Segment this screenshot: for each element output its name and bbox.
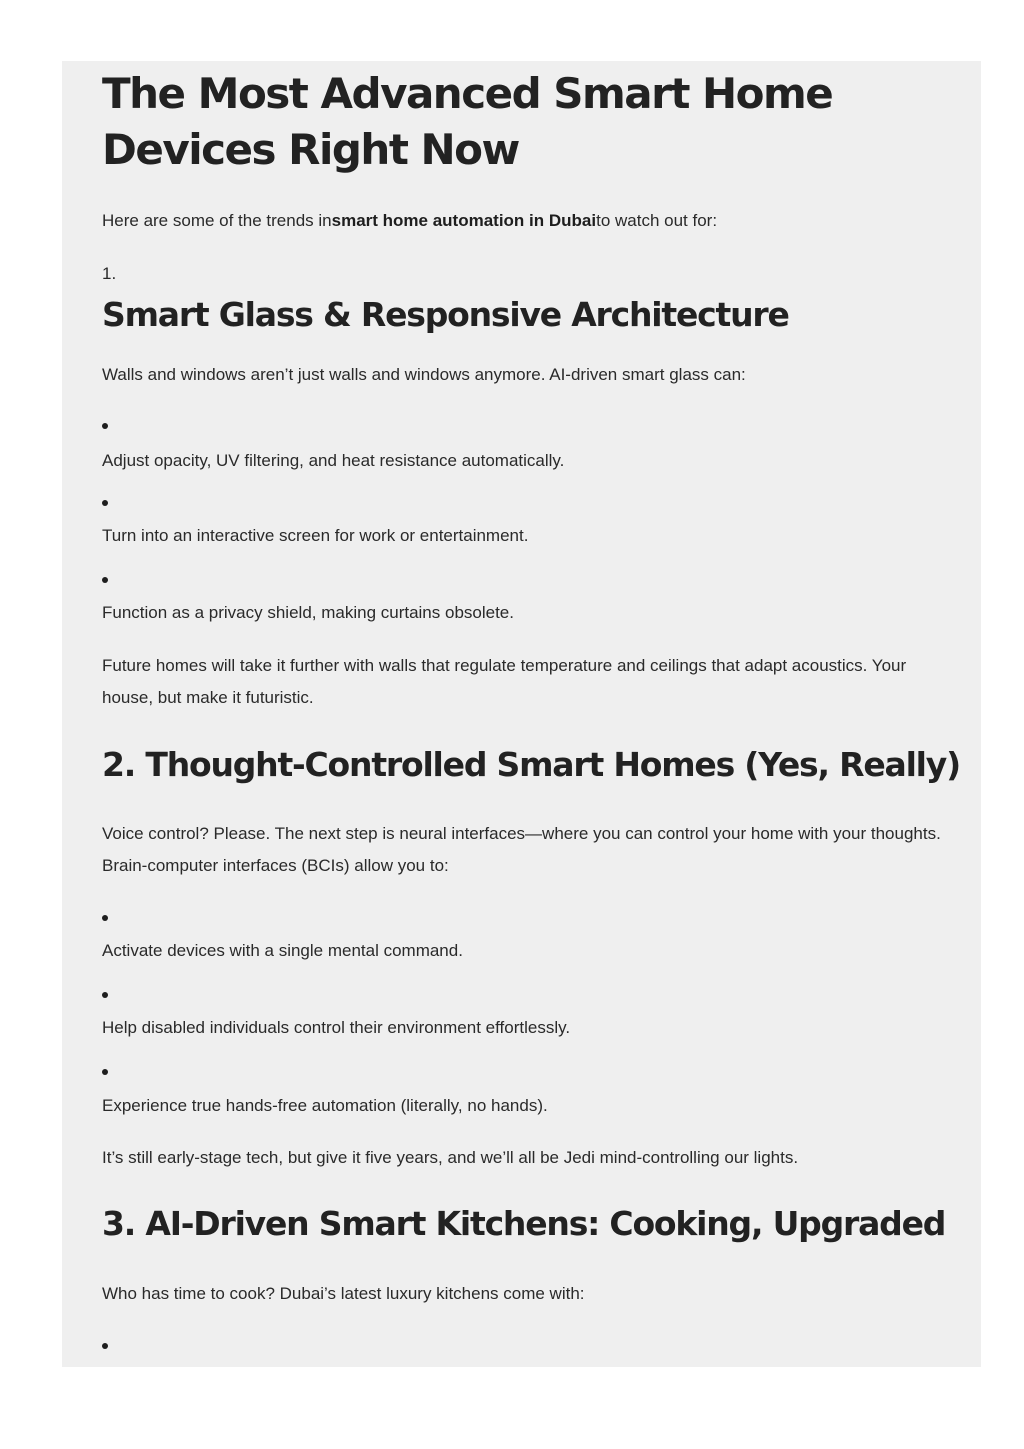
section-1-bullet-2: Turn into an interactive screen for work or entertainment.: [102, 526, 529, 545]
bullet-marker: [102, 1069, 108, 1075]
section-1-number: 1.: [102, 264, 117, 283]
section-1-heading: Smart Glass & Responsive Architecture: [102, 295, 789, 334]
section-1-bullet-3: Function as a privacy shield, making curtains obsolete.: [102, 603, 514, 622]
bullet-marker: [102, 992, 108, 998]
intro-text-before: Here are some of the trends in: [102, 211, 332, 230]
bullet-marker: [102, 423, 108, 429]
bullet-marker: [102, 577, 108, 583]
page-title: The Most Advanced Smart Home Devices Right Now: [102, 69, 833, 174]
section-2-bullet-3: Experience true hands-free automation (literally, no hands).: [102, 1096, 548, 1115]
section-2-bullet-1: Activate devices with a single mental command.: [102, 941, 463, 960]
article-panel: [62, 61, 981, 1367]
section-2-bullet-2: Help disabled individuals control their environment effortlessly.: [102, 1018, 571, 1037]
section-1-lead: Walls and windows aren’t just walls and windows anymore. AI-driven smart glass can:: [102, 365, 746, 384]
section-3-lead: Who has time to cook? Dubai’s latest luxury kitchens come with:: [102, 1284, 585, 1303]
bullet-marker: [102, 915, 108, 921]
intro-text-after: to watch out for:: [596, 211, 718, 230]
section-2-lead: Voice control? Please. The next step is neural interfaces—where you can control your home with your thoughts. Brain-computer interfaces (BCIs) allow you to:: [102, 824, 941, 875]
section-1-bullet-1: Adjust opacity, UV filtering, and heat resistance automatically.: [102, 451, 565, 470]
section-1-closing: Future homes will take it further with walls that regulate temperature and ceilings that adapt acoustics. Your house, but make it futuristic.: [102, 656, 907, 707]
intro-keyword-link: smart home automation in Dubai: [331, 211, 597, 230]
bullet-marker: [102, 500, 108, 506]
intro-paragraph: [102, 205, 947, 237]
section-2-closing: It’s still early-stage tech, but give it five years, and we’ll all be Jedi mind-controlling our lights.: [102, 1148, 799, 1167]
section-3-heading: 3. AI-Driven Smart Kitchens: Cooking, Upgraded: [102, 1204, 946, 1243]
section-2-heading: 2. Thought-Controlled Smart Homes (Yes, Really): [102, 745, 960, 784]
bullet-marker: [102, 1343, 108, 1349]
